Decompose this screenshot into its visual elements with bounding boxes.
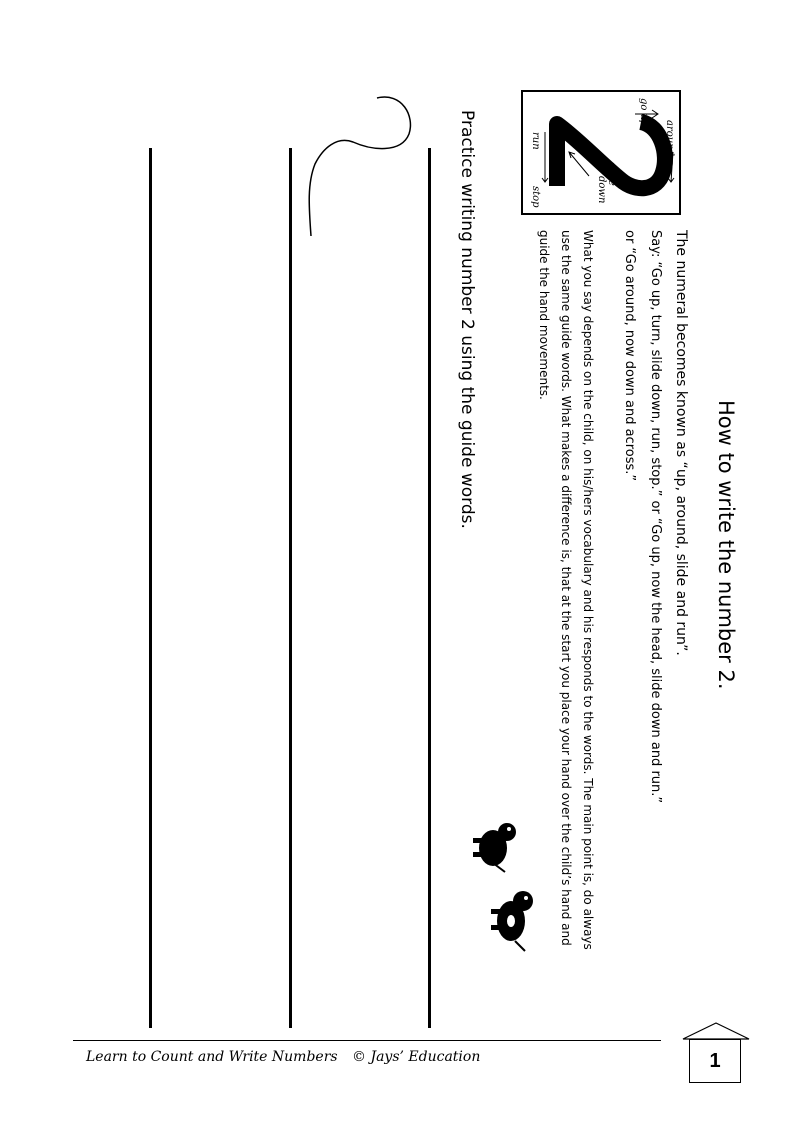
traced-numeral-two bbox=[297, 88, 427, 248]
or-text: or “Go around, now down and across.” bbox=[622, 230, 637, 482]
writing-line-bottom bbox=[149, 148, 152, 1028]
label-go-up: go up bbox=[638, 98, 649, 127]
page-number: 1 bbox=[709, 1049, 721, 1072]
writing-line-middle bbox=[289, 148, 292, 1028]
page-title: How to write the number 2. bbox=[714, 400, 738, 690]
intro-text: The numeral becomes known as “up, around, slide and run”. bbox=[673, 230, 689, 656]
label-run: run bbox=[530, 132, 541, 150]
explanation-paragraph: What you say depends on the child, on his/hers vocabulary and his responds to the words. The main point is, do always use the same guide words. What makes a difference is, that at the start you place your hand over the child’s hand and guide the hand movements. bbox=[537, 230, 595, 950]
footer-rule bbox=[73, 1040, 661, 1041]
dog-illustration-lower bbox=[485, 885, 541, 955]
page-number-roof bbox=[681, 1021, 751, 1041]
page-number-box bbox=[689, 1039, 741, 1083]
numeral-diagram bbox=[521, 90, 681, 215]
practice-heading: Practice writing number 2 using the guide words. bbox=[457, 110, 477, 529]
footer-book-title: Learn to Count and Write Numbers bbox=[86, 1049, 338, 1065]
say-text: Say: “Go up, turn, slide down, run, stop.” or “Go up, now the head, slide down and run.” bbox=[648, 230, 663, 804]
dog-illustration-upper bbox=[471, 818, 523, 874]
label-around: around bbox=[664, 120, 675, 157]
label-slide: slide bbox=[606, 162, 617, 186]
writing-line-top bbox=[428, 148, 431, 1028]
arrow-run bbox=[542, 132, 548, 182]
label-stop: stop bbox=[530, 186, 541, 208]
footer-copyright: © Jays’ Education bbox=[352, 1049, 481, 1065]
label-down: down bbox=[596, 176, 607, 204]
